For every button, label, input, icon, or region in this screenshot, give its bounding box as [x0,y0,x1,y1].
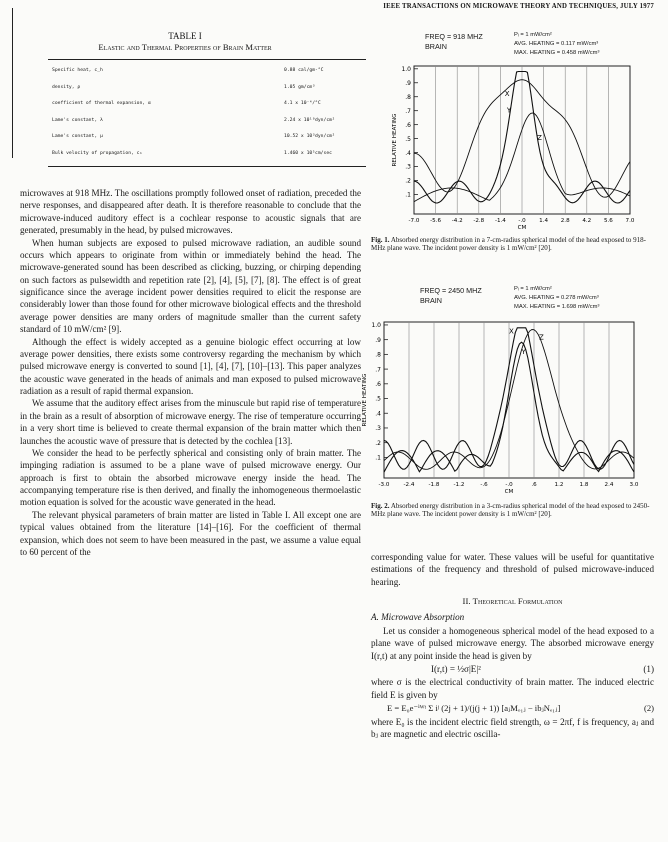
y-tick-label: .4 [375,410,381,418]
curve-label: Y [521,347,526,356]
x-tick-label: -1.4 [494,218,506,224]
fig1-caption-text: Absorbed energy distribution in a 7-cm-radius spherical model of the head exposed to 918-MHz plane wave. The incident power density is 1 mW/cm² [20]. [371,236,646,252]
y-tick-label: 1.0 [401,65,411,73]
section-heading: II. Theoretical Formulation [462,596,563,607]
x-tick-label: 4.2 [582,218,592,224]
table-title-block [20,31,350,53]
x-tick-label: -4.2 [451,218,463,224]
curve-label: Z [537,134,542,142]
table-cell-value: 10.52 x 10³dyn/cm² [284,134,335,140]
x-tick-label: -2.4 [403,482,415,488]
y-tick-label: .3 [375,425,381,433]
table-title: Elastic and Thermal Properties of Brain Matter [98,42,272,52]
curve-label: X [504,90,510,99]
y-tick-label: .1 [405,191,411,199]
table-cell-parameter: Specific heat, c_h [52,68,103,73]
y-tick-label: .8 [405,93,411,101]
left-column [20,187,361,558]
y-tick-label: .9 [375,336,381,344]
equation-2-number: (2) [643,703,654,714]
x-tick-label: .6 [531,482,537,488]
y-axis-label: RELATIVE HEATING [362,373,368,427]
y-tick-label: .2 [375,439,381,447]
x-tick-label: -1.8 [428,482,440,488]
fig2-tissue: BRAIN [420,296,442,305]
y-tick-label: .7 [375,366,381,374]
fig1-tissue: BRAIN [425,42,447,51]
paragraph: The relevant physical parameters of brain matter are listed in Table I. All except one are typical values obtained from the literature [14]–[16]. For the coefficient of thermal expansion, which does not seem to have been measured in the past, we assume a value equal to 60 percent of the [20,509,361,557]
fig2-freq: FREQ = 2450 MHZ [420,286,482,295]
x-tick-label: 1.4 [539,218,549,224]
table-cell-parameter: coefficient of thermal expansion, α [52,101,151,107]
y-tick-label: .5 [375,395,381,403]
x-axis-label: CM [517,225,527,231]
table-cell-parameter: Bulk velocity of propagation, c₁ [52,151,143,156]
fig2-caption-number: Fig. 2. [371,502,390,510]
table-label: TABLE I [168,31,202,41]
table-cell-parameter: Lame's constant, μ [52,134,103,140]
y-tick-label: .6 [405,121,411,129]
x-axis-label: CM [504,489,514,495]
paragraph: where σ is the electrical conductivity of brain matter. The induced electric field E is given by [371,677,654,700]
margin-rule [12,8,13,158]
x-tick-label: -2.8 [473,218,485,224]
right-column [371,551,654,740]
paragraph: where E₀ is the incident electric field strength, ω = 2πf, f is frequency, aⱼ and bⱼ are magnetic and electric oscilla- [371,716,654,739]
table-cell-value: 0.88 cal/gm-°C [284,68,324,73]
table-cell-value: 1.05 gm/cm³ [284,84,316,90]
equation-2 [371,702,654,714]
fig2-avg-heating: AVG. HEATING = 0.278 mW/cm³ [514,295,599,301]
y-tick-label: .2 [405,177,411,185]
y-tick-label: .3 [405,163,411,171]
fig2-incident: Pᵢ = 1 mW/cm² [514,286,552,292]
fig1-max-heating: MAX. HEATING = 0.458 mW/cm³ [514,50,600,56]
fig1-plot [390,62,640,234]
x-tick-label: 5.6 [603,218,613,224]
table-cell-value: 4.1 x 10⁻⁴/°C [284,101,321,107]
x-tick-label: 2.8 [560,218,570,224]
paragraph: corresponding value for water. These values will be useful for quantitative estimations of the frequency and threshold of pulsed microwave-induced hearing. [371,552,654,587]
x-tick-label: 1.2 [554,482,564,488]
fig1-incident: Pᵢ = 1 mW/cm² [514,32,552,38]
x-tick-label: -3.0 [378,482,390,488]
curve-label: X [509,327,514,336]
curve-label: Z [539,333,544,342]
fig1-caption-number: Fig. 1. [371,236,390,244]
table-cell-value: 2.24 x 10¹⁰dyn/cm² [284,117,335,123]
y-tick-label: .9 [405,79,411,87]
fig2-max-heating: MAX. HEATING = 1.698 mW/cm³ [514,304,600,310]
y-tick-label: .7 [405,107,411,115]
table-row [52,118,362,135]
x-tick-label: 1.8 [579,482,589,488]
fig1-avg-heating: AVG. HEATING = 0.117 mW/cm³ [514,41,599,47]
equation-1-number: (1) [643,664,654,674]
table-top-rule [48,59,366,60]
x-tick-label: -.0 [505,482,513,488]
paragraph: When human subjects are exposed to pulsed microwave radiation, an audible sound occurs which appears to originate from within or immediately behind the head. The microwave-generated sound has been described as clicking, buzzing, or chirping depending on such factors as pulsewidth and repetition rate [2], [4], [5], [7], [8]. The effect is of great significance since the average incident power densities required to elicit the response are considerably lower than those found for other microwave biological effects and the threshold average power densities are many orders of magnitude smaller than the current safety standard of 10 mW/cm² [9]. [20,237,361,335]
paragraph: Let us consider a homogeneous spherical model of the head exposed to a plane wave of pulsed microwave energy. The absorbed microwave energy I(r,t) at any point inside the head is given by [371,625,654,661]
y-tick-label: .1 [375,454,381,462]
table-bottom-rule [48,166,366,167]
x-tick-label: 7.0 [625,218,635,224]
y-axis-label: RELATIVE HEATING [392,113,398,167]
table-row [52,68,362,85]
equation-1-body: I(r,t) = ½σ|E|² [431,664,481,674]
fig2-plot [362,317,642,497]
table-row [52,85,362,102]
y-tick-label: .6 [375,381,381,389]
running-head: IEEE TRANSACTIONS ON MICROWAVE THEORY AND TECHNIQUES, JULY 1977 [383,3,654,10]
fig2-caption [371,502,656,518]
curve-label: Y [506,106,512,115]
fig1-caption [371,236,656,252]
paragraph: Although the effect is widely accepted as a genuine biologic effect occurring at low average power densities, there exists some controversy regarding the mechanism by which pulsed microwave energy is converted to sound [1], [4], [7], [10]–[13]. This paper analyzes the acoustic wave generated in the heads of animals and man exposed to pulsed microwave radiation as a result of rapid thermal expansion. [20,336,361,396]
x-tick-label: -.6 [480,482,488,488]
y-tick-label: .8 [375,351,381,359]
paragraph: We assume that the auditory effect arises from the minuscule but rapid rise of temperature in the brain as a result of absorption of microwave energy. The rise of temperature occurring in a very short time is believed to create thermal expansion of the brain matter which then launches the acoustic wave of pressure that is detected by the cochlea [13]. [20,398,361,446]
equation-2-body: E = E₀e⁻ⁱᵂᵗ Σ iʲ (2j + 1)/(j(j + 1)) [aⱼMₒ₁ⱼ − ibⱼNₑ₁ⱼ] [387,703,561,714]
table-row [52,101,362,118]
x-tick-label: 3.0 [629,482,639,488]
paragraph: We consider the head to be perfectly spherical and consisting only of brain matter. The impinging radiation is assumed to be a plane wave of pulsed microwave energy. Our approach is first to obtain the absorbed microwave energy inside the head. The accompanying temperature rise is then derived, and finally the inhomogeneous thermoelastic motion equation is solved for the acoustic wave generated in the head. [20,447,361,508]
table-row [52,134,362,151]
table-cell-parameter: Lame's constant, λ [52,117,103,123]
equation-1 [371,663,654,675]
x-tick-label: -7.0 [408,218,420,224]
x-tick-label: -.0 [518,218,526,224]
fig1-freq: FREQ = 918 MHZ [425,32,483,41]
x-tick-label: -1.2 [453,482,465,488]
x-tick-label: 2.4 [604,482,614,488]
x-tick-label: -5.6 [430,218,442,224]
paragraph: microwaves at 918 MHz. The oscillations promptly followed onset of radiation, preceded the nerve responses, and disappeared after death. It is therefore reasonable to conclude that the microwave-induced auditory effect is a cochlear response to acoustic signals that are generated, presumably in the head, by pulsed microwaves. [20,188,361,236]
table-cell-parameter: density, ρ [52,84,81,90]
table-cell-value: 1.460 x 10⁵cm/sec [284,151,332,156]
y-tick-label: 1.0 [371,322,381,330]
y-tick-label: .4 [405,149,411,157]
fig2-caption-text: Absorbed energy distribution in a 3-cm-radius spherical model of the head exposed to 2450-MHz plane wave. The incident power density is 1 mW/cm² [20]. [371,502,650,518]
y-tick-label: .5 [405,135,411,143]
subsection-heading: A. Microwave Absorption [371,611,465,622]
